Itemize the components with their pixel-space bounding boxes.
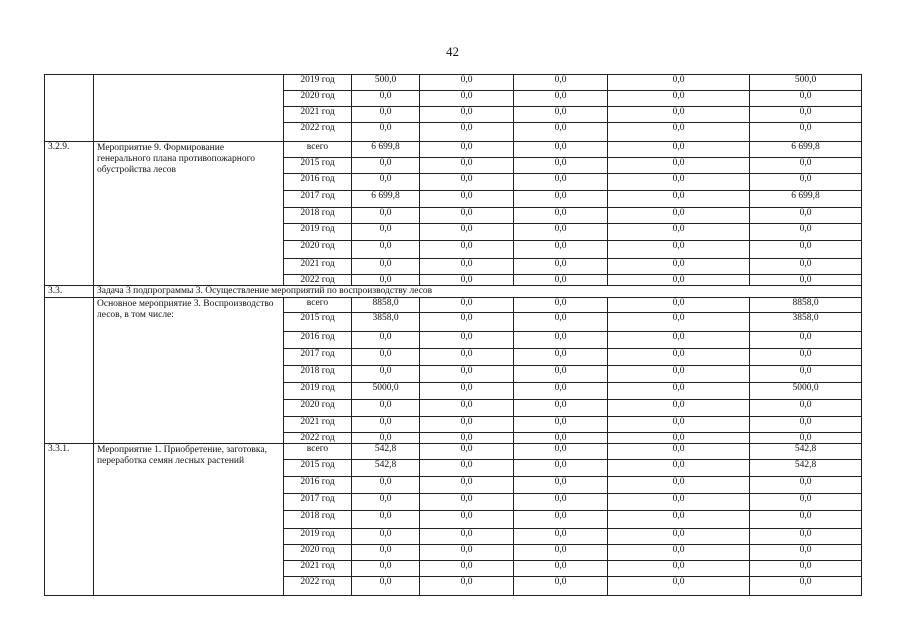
table-row <box>45 142 862 158</box>
value-cell: 0,0 <box>420 433 514 444</box>
value-cell: 0,0 <box>514 561 608 577</box>
value-cell: 542,8 <box>750 460 862 477</box>
value-cell: 0,0 <box>608 400 750 417</box>
value-cell: 0,0 <box>420 191 514 208</box>
period-label: 2018 год <box>284 208 352 224</box>
value-cell: 0,0 <box>514 417 608 433</box>
value-cell: 0,0 <box>750 349 862 366</box>
value-cell: 0,0 <box>514 460 608 477</box>
value-cell: 0,0 <box>608 174 750 191</box>
table-row <box>45 75 862 91</box>
period-label: 2022 год <box>284 577 352 596</box>
value-cell: 0,0 <box>420 444 514 460</box>
value-cell: 0,0 <box>750 366 862 383</box>
item-code <box>45 298 94 444</box>
table-row <box>45 298 862 313</box>
value-cell: 0,0 <box>514 577 608 596</box>
value-cell: 500,0 <box>352 75 420 91</box>
value-cell: 0,0 <box>750 577 862 596</box>
value-cell: 0,0 <box>750 123 862 142</box>
value-cell: 0,0 <box>750 433 862 444</box>
period-label: 2019 год <box>284 529 352 545</box>
value-cell: 6 699,8 <box>750 191 862 208</box>
value-cell: 0,0 <box>514 313 608 332</box>
value-cell: 0,0 <box>420 332 514 349</box>
value-cell: 3858,0 <box>750 313 862 332</box>
period-label: 2020 год <box>284 91 352 107</box>
value-cell: 0,0 <box>750 494 862 511</box>
period-label: 2022 год <box>284 123 352 142</box>
period-label: 2020 год <box>284 400 352 417</box>
value-cell: 3858,0 <box>352 313 420 332</box>
value-cell: 0,0 <box>514 400 608 417</box>
value-cell: 0,0 <box>514 75 608 91</box>
period-label: 2015 год <box>284 460 352 477</box>
value-cell: 0,0 <box>608 444 750 460</box>
value-cell: 0,0 <box>352 158 420 174</box>
value-cell: 0,0 <box>608 142 750 158</box>
value-cell: 0,0 <box>352 174 420 191</box>
value-cell: 0,0 <box>750 158 862 174</box>
value-cell: 0,0 <box>352 107 420 123</box>
value-cell: 0,0 <box>352 366 420 383</box>
value-cell: 0,0 <box>750 241 862 259</box>
value-cell: 542,8 <box>750 444 862 460</box>
value-cell: 0,0 <box>608 208 750 224</box>
value-cell: 0,0 <box>420 275 514 286</box>
value-cell: 0,0 <box>750 529 862 545</box>
period-label: 2022 год <box>284 433 352 444</box>
item-title <box>94 75 284 142</box>
period-label: 2017 год <box>284 349 352 366</box>
value-cell: 0,0 <box>420 400 514 417</box>
value-cell: 0,0 <box>514 298 608 313</box>
value-cell: 5000,0 <box>352 383 420 400</box>
value-cell: 0,0 <box>514 529 608 545</box>
period-label: 2020 год <box>284 545 352 561</box>
value-cell: 0,0 <box>420 417 514 433</box>
item-code: 3.2.9. <box>45 142 94 286</box>
value-cell: 0,0 <box>608 460 750 477</box>
value-cell: 0,0 <box>608 349 750 366</box>
value-cell: 0,0 <box>352 91 420 107</box>
period-label: 2015 год <box>284 313 352 332</box>
period-label: 2016 год <box>284 477 352 494</box>
task-row <box>45 286 862 298</box>
value-cell: 0,0 <box>750 174 862 191</box>
value-cell: 0,0 <box>352 577 420 596</box>
value-cell: 0,0 <box>420 123 514 142</box>
value-cell: 0,0 <box>514 191 608 208</box>
period-label: 2021 год <box>284 259 352 275</box>
value-cell: 0,0 <box>352 400 420 417</box>
value-cell: 0,0 <box>514 444 608 460</box>
value-cell: 0,0 <box>750 208 862 224</box>
value-cell: 0,0 <box>514 494 608 511</box>
value-cell: 0,0 <box>352 477 420 494</box>
value-cell: 0,0 <box>608 91 750 107</box>
task-code: 3.3. <box>45 286 94 298</box>
value-cell: 0,0 <box>420 298 514 313</box>
value-cell: 0,0 <box>750 224 862 241</box>
value-cell: 0,0 <box>420 142 514 158</box>
value-cell: 0,0 <box>514 174 608 191</box>
value-cell: 0,0 <box>514 259 608 275</box>
value-cell: 0,0 <box>420 208 514 224</box>
value-cell: 0,0 <box>420 529 514 545</box>
value-cell: 0,0 <box>352 417 420 433</box>
period-label: 2019 год <box>284 224 352 241</box>
value-cell: 0,0 <box>514 158 608 174</box>
value-cell: 0,0 <box>352 529 420 545</box>
period-label: 2022 год <box>284 275 352 286</box>
period-label: 2020 год <box>284 241 352 259</box>
value-cell: 0,0 <box>514 433 608 444</box>
value-cell: 0,0 <box>608 298 750 313</box>
value-cell: 0,0 <box>420 577 514 596</box>
value-cell: 0,0 <box>608 123 750 142</box>
period-label: 2016 год <box>284 174 352 191</box>
value-cell: 0,0 <box>420 561 514 577</box>
period-label: 2021 год <box>284 107 352 123</box>
value-cell: 0,0 <box>608 332 750 349</box>
value-cell: 0,0 <box>420 477 514 494</box>
value-cell: 0,0 <box>608 191 750 208</box>
value-cell: 0,0 <box>420 545 514 561</box>
period-label: всего <box>284 444 352 460</box>
value-cell: 0,0 <box>514 383 608 400</box>
value-cell: 0,0 <box>514 511 608 529</box>
value-cell: 0,0 <box>608 529 750 545</box>
value-cell: 0,0 <box>514 142 608 158</box>
period-label: 2017 год <box>284 494 352 511</box>
value-cell: 0,0 <box>514 545 608 561</box>
value-cell: 6 699,8 <box>352 191 420 208</box>
value-cell: 0,0 <box>608 259 750 275</box>
value-cell: 0,0 <box>750 561 862 577</box>
value-cell: 0,0 <box>608 545 750 561</box>
value-cell: 0,0 <box>420 494 514 511</box>
value-cell: 0,0 <box>352 545 420 561</box>
value-cell: 0,0 <box>750 332 862 349</box>
value-cell: 0,0 <box>750 275 862 286</box>
value-cell: 0,0 <box>352 208 420 224</box>
value-cell: 0,0 <box>420 107 514 123</box>
value-cell: 6 699,8 <box>750 142 862 158</box>
value-cell: 0,0 <box>420 91 514 107</box>
period-label: 2019 год <box>284 383 352 400</box>
value-cell: 0,0 <box>608 313 750 332</box>
value-cell: 0,0 <box>750 91 862 107</box>
item-title: Мероприятие 9. Формирование генерального плана противопожарного обустройства лесов <box>94 142 284 286</box>
value-cell: 0,0 <box>608 494 750 511</box>
value-cell: 0,0 <box>420 511 514 529</box>
period-label: 2018 год <box>284 366 352 383</box>
value-cell: 8858,0 <box>352 298 420 313</box>
value-cell: 0,0 <box>608 511 750 529</box>
value-cell: 0,0 <box>352 349 420 366</box>
value-cell: 0,0 <box>514 107 608 123</box>
value-cell: 0,0 <box>514 477 608 494</box>
value-cell: 0,0 <box>750 400 862 417</box>
value-cell: 5000,0 <box>750 383 862 400</box>
value-cell: 0,0 <box>514 208 608 224</box>
value-cell: 0,0 <box>352 259 420 275</box>
value-cell: 0,0 <box>608 275 750 286</box>
value-cell: 0,0 <box>420 383 514 400</box>
value-cell: 0,0 <box>514 275 608 286</box>
page-number: 42 <box>446 44 459 59</box>
value-cell: 0,0 <box>352 511 420 529</box>
value-cell: 0,0 <box>420 158 514 174</box>
task-text: Задача 3 подпрограммы 3. Осуществление мероприятий по воспроизводству лесов <box>94 286 862 298</box>
item-code <box>45 75 94 142</box>
value-cell: 0,0 <box>514 91 608 107</box>
value-cell: 0,0 <box>750 259 862 275</box>
value-cell: 542,8 <box>352 444 420 460</box>
value-cell: 0,0 <box>608 417 750 433</box>
period-label: всего <box>284 142 352 158</box>
value-cell: 0,0 <box>608 75 750 91</box>
value-cell: 0,0 <box>750 477 862 494</box>
table-row <box>45 444 862 460</box>
value-cell: 0,0 <box>420 259 514 275</box>
period-label: 2017 год <box>284 191 352 208</box>
value-cell: 0,0 <box>608 383 750 400</box>
period-label: 2015 год <box>284 158 352 174</box>
value-cell: 0,0 <box>420 366 514 383</box>
value-cell: 0,0 <box>750 107 862 123</box>
value-cell: 0,0 <box>750 417 862 433</box>
value-cell: 0,0 <box>514 224 608 241</box>
value-cell: 0,0 <box>352 561 420 577</box>
value-cell: 0,0 <box>750 511 862 529</box>
value-cell: 0,0 <box>352 241 420 259</box>
period-label: всего <box>284 298 352 313</box>
value-cell: 0,0 <box>352 494 420 511</box>
value-cell: 0,0 <box>514 332 608 349</box>
value-cell: 0,0 <box>352 275 420 286</box>
value-cell: 0,0 <box>420 349 514 366</box>
value-cell: 0,0 <box>352 123 420 142</box>
value-cell: 0,0 <box>420 313 514 332</box>
value-cell: 0,0 <box>420 460 514 477</box>
value-cell: 0,0 <box>608 577 750 596</box>
period-label: 2018 год <box>284 511 352 529</box>
period-label: 2019 год <box>284 75 352 91</box>
period-label: 2021 год <box>284 561 352 577</box>
value-cell: 0,0 <box>352 332 420 349</box>
value-cell: 0,0 <box>514 349 608 366</box>
value-cell: 0,0 <box>608 366 750 383</box>
value-cell: 0,0 <box>514 241 608 259</box>
value-cell: 0,0 <box>514 123 608 142</box>
value-cell: 0,0 <box>608 224 750 241</box>
budget-table <box>44 74 862 596</box>
period-label: 2021 год <box>284 417 352 433</box>
item-title: Основное мероприятие 3. Воспроизводство лесов, в том числе: <box>94 298 284 444</box>
period-label: 2016 год <box>284 332 352 349</box>
value-cell: 6 699,8 <box>352 142 420 158</box>
value-cell: 0,0 <box>608 433 750 444</box>
value-cell: 0,0 <box>420 224 514 241</box>
value-cell: 0,0 <box>608 107 750 123</box>
value-cell: 0,0 <box>514 366 608 383</box>
value-cell: 0,0 <box>608 561 750 577</box>
value-cell: 0,0 <box>352 433 420 444</box>
value-cell: 0,0 <box>608 158 750 174</box>
value-cell: 500,0 <box>750 75 862 91</box>
value-cell: 0,0 <box>608 241 750 259</box>
value-cell: 542,8 <box>352 460 420 477</box>
value-cell: 8858,0 <box>750 298 862 313</box>
value-cell: 0,0 <box>420 241 514 259</box>
value-cell: 0,0 <box>420 75 514 91</box>
value-cell: 0,0 <box>750 545 862 561</box>
item-title: Мероприятие 1. Приобретение, заготовка, переработка семян лесных растений <box>94 444 284 596</box>
item-code: 3.3.1. <box>45 444 94 596</box>
value-cell: 0,0 <box>352 224 420 241</box>
value-cell: 0,0 <box>608 477 750 494</box>
value-cell: 0,0 <box>420 174 514 191</box>
